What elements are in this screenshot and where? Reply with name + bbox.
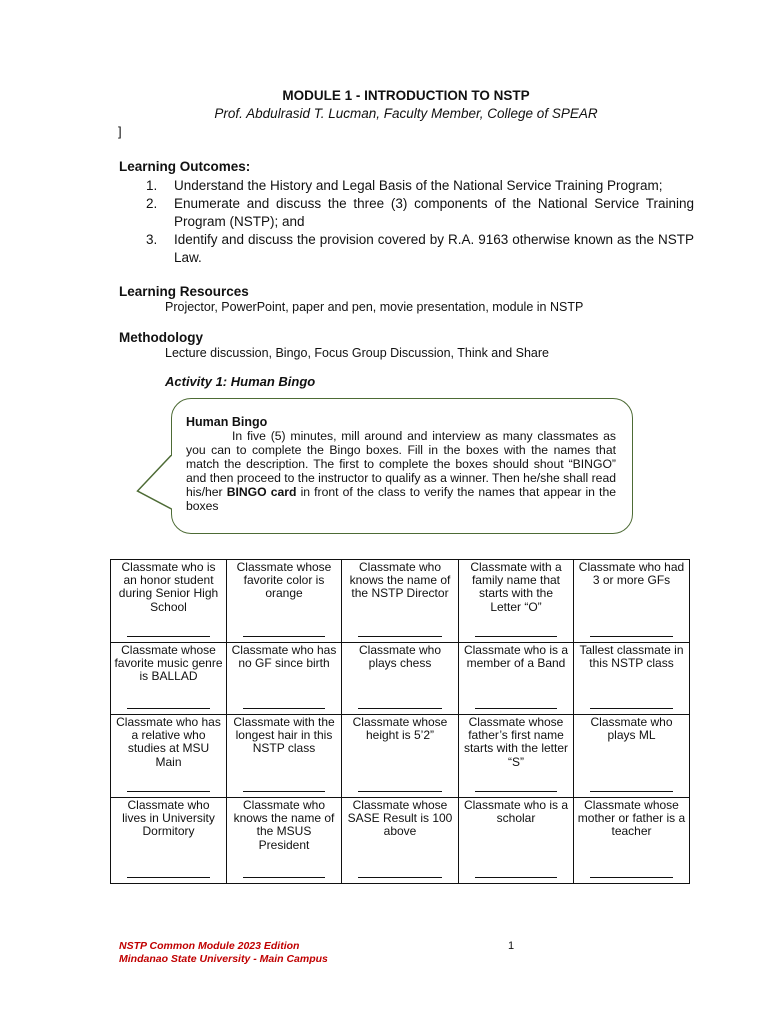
bingo-cell[interactable]	[342, 715, 459, 798]
bingo-cell-prompt: Classmate who is an honor student during Senior High School	[118, 560, 219, 614]
outcome-number: 1.	[146, 178, 158, 193]
name-blank-line[interactable]	[475, 636, 557, 637]
bingo-row	[111, 643, 690, 715]
bingo-cell[interactable]	[111, 798, 227, 884]
bingo-cell[interactable]	[459, 643, 574, 715]
bingo-cell[interactable]	[227, 643, 342, 715]
outcome-item	[146, 195, 694, 231]
bingo-cell[interactable]	[342, 798, 459, 884]
bingo-row	[111, 798, 690, 884]
bingo-cell[interactable]	[111, 715, 227, 798]
footer-edition: NSTP Common Module 2023 Edition	[119, 940, 300, 952]
bingo-row	[111, 715, 690, 798]
module-title: MODULE 1 - INTRODUCTION TO NSTP	[282, 88, 530, 103]
bingo-cell-prompt: Classmate with a family name that starts with the Letter “O”	[470, 560, 562, 614]
learning-resources-text: Projector, PowerPoint, paper and pen, movie presentation, module in NSTP	[165, 300, 584, 314]
bingo-cell-prompt: Classmate who is a scholar	[463, 798, 569, 826]
name-blank-line[interactable]	[127, 636, 210, 637]
bingo-cell[interactable]	[574, 798, 690, 884]
learning-resources-heading: Learning Resources	[119, 284, 249, 299]
bingo-cell-prompt: Classmate who plays chess	[358, 643, 442, 671]
bingo-cell[interactable]	[574, 715, 690, 798]
bingo-cell-prompt: Classmate who is a member of a Band	[463, 643, 569, 671]
bingo-cell-prompt: Classmate with the longest hair in this NSTP class	[233, 715, 335, 756]
bingo-cell-prompt: Classmate whose father’s first name starts with the letter “S”	[463, 715, 569, 769]
bingo-cell[interactable]	[459, 560, 574, 643]
name-blank-line[interactable]	[590, 636, 673, 637]
name-blank-line[interactable]	[127, 708, 210, 709]
page-number: 1	[508, 940, 515, 952]
bingo-cell-prompt: Classmate who has no GF since birth	[231, 643, 337, 671]
name-blank-line[interactable]	[243, 636, 325, 637]
bingo-cell[interactable]	[574, 560, 690, 643]
bingo-cell-prompt: Classmate whose favorite music genre is BALLAD	[114, 643, 223, 684]
name-blank-line[interactable]	[243, 877, 325, 878]
bingo-cell[interactable]	[574, 643, 690, 715]
name-blank-line[interactable]	[475, 708, 557, 709]
outcome-number: 3.	[146, 232, 158, 247]
bingo-cell-prompt: Classmate whose height is 5’2”	[352, 715, 448, 743]
name-blank-line[interactable]	[590, 708, 673, 709]
bingo-cell[interactable]	[459, 798, 574, 884]
name-blank-line[interactable]	[243, 708, 325, 709]
callout-title: Human Bingo	[186, 415, 268, 429]
bingo-cell-prompt: Classmate who knows the name of the NSTP Director	[349, 560, 451, 601]
bingo-row	[111, 560, 690, 643]
name-blank-line[interactable]	[358, 708, 442, 709]
name-blank-line[interactable]	[243, 791, 325, 792]
learning-outcomes-list	[146, 177, 694, 267]
name-blank-line[interactable]	[358, 877, 442, 878]
activity-title: Activity 1: Human Bingo	[165, 374, 316, 389]
name-blank-line[interactable]	[358, 636, 442, 637]
callout-body	[186, 429, 616, 513]
bingo-cell-prompt: Tallest classmate in this NSTP class	[579, 643, 684, 671]
bingo-cell[interactable]	[459, 715, 574, 798]
outcome-item	[146, 231, 694, 267]
name-blank-line[interactable]	[475, 877, 557, 878]
outcome-item	[146, 177, 694, 195]
name-blank-line[interactable]	[475, 791, 557, 792]
name-blank-line[interactable]	[127, 791, 210, 792]
name-blank-line[interactable]	[590, 877, 673, 878]
name-blank-line[interactable]	[127, 877, 210, 878]
callout-content	[186, 415, 616, 513]
bingo-cell[interactable]	[111, 560, 227, 643]
module-author: Prof. Abdulrasid T. Lucman, Faculty Member, College of SPEAR	[214, 106, 598, 121]
bingo-cell[interactable]	[227, 715, 342, 798]
bingo-cell-prompt: Classmate who had 3 or more GFs	[578, 560, 685, 588]
name-blank-line[interactable]	[590, 791, 673, 792]
bingo-cell-prompt: Classmate who lives in University Dormitory	[122, 798, 215, 839]
footer-text	[119, 940, 328, 966]
bingo-cell-prompt: Classmate whose SASE Result is 100 above	[347, 798, 453, 839]
bingo-cell[interactable]	[227, 798, 342, 884]
callout-body-bold: BINGO card	[226, 485, 297, 499]
outcome-text: Understand the History and Legal Basis of the National Service Training Program;	[174, 178, 663, 193]
bingo-cell-prompt: Classmate whose mother or father is a teacher	[577, 798, 686, 839]
callout-body-end: in front of the class to verify the names that appear in the boxes	[186, 485, 616, 513]
bingo-cell-prompt: Classmate who plays ML	[590, 715, 673, 743]
methodology-text: Lecture discussion, Bingo, Focus Group Discussion, Think and Share	[165, 346, 549, 360]
footer-campus: Mindanao State University - Main Campus	[119, 953, 328, 965]
bingo-cell-prompt: Classmate whose favorite color is orange	[236, 560, 332, 601]
bingo-cell[interactable]	[111, 643, 227, 715]
bingo-cell-prompt: Classmate who has a relative who studies at MSU Main	[116, 715, 221, 769]
bingo-cell[interactable]	[227, 560, 342, 643]
name-blank-line[interactable]	[358, 791, 442, 792]
bingo-cell[interactable]	[342, 560, 459, 643]
outcome-number: 2.	[146, 196, 158, 211]
bingo-cell[interactable]	[342, 643, 459, 715]
callout-body-start: In five (5) minutes, mill around and interview as many classmates as you can to complete the Bingo boxes. Fill in the boxes with the names that match the description. The first to complete the boxes should shout “BINGO” and then proceed to the instructor to qualify as a winner. Then he/she shall read his/her	[186, 429, 616, 499]
bingo-card	[110, 559, 690, 884]
methodology-heading: Methodology	[119, 330, 203, 345]
outcome-text: Identify and discuss the provision covered by R.A. 9163 otherwise known as the NSTP Law.	[174, 232, 694, 265]
stray-bracket: ]	[118, 124, 122, 139]
bingo-cell-prompt: Classmate who knows the name of the MSUS President	[233, 798, 335, 852]
learning-outcomes-heading: Learning Outcomes:	[119, 159, 251, 174]
outcome-text: Enumerate and discuss the three (3) components of the National Service Training Program (NSTP); and	[174, 196, 694, 229]
callout-tail	[136, 455, 176, 515]
